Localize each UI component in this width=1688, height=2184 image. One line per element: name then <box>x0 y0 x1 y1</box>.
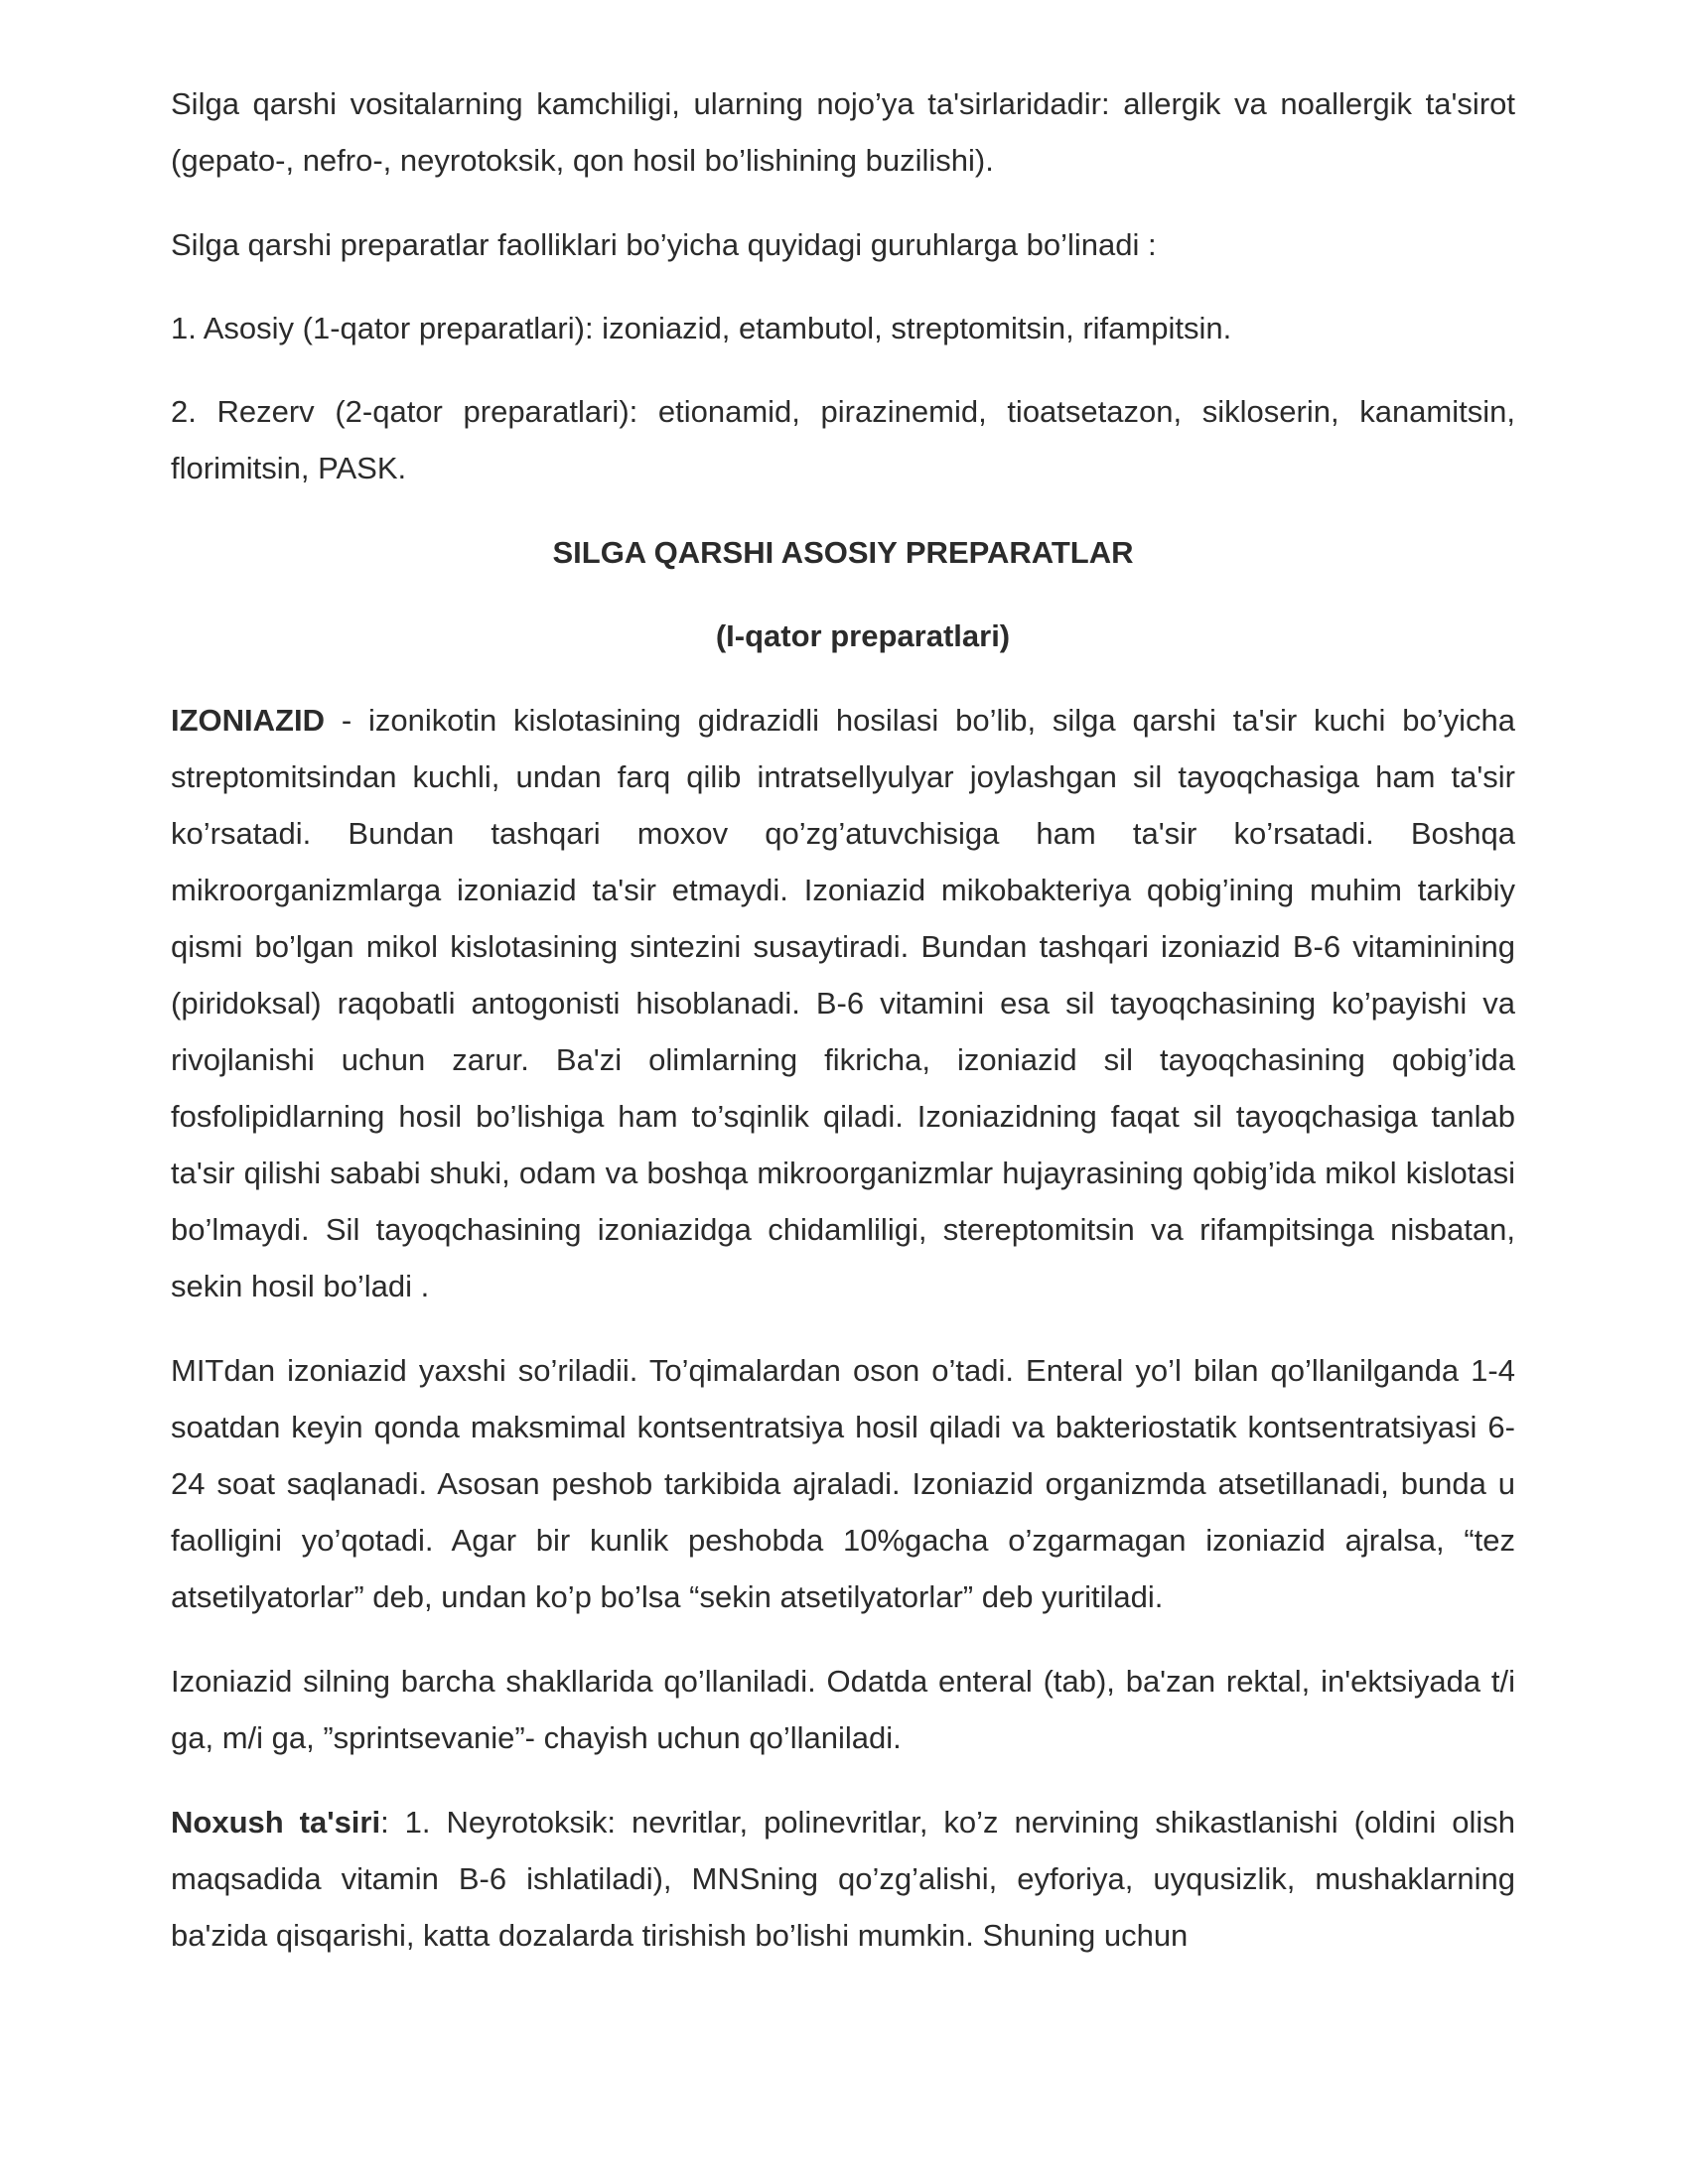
paragraph-izoniazid <box>171 692 1515 1314</box>
paragraph-side-effects <box>171 1794 1515 1964</box>
list-item-main-drugs: 1. Asosiy (1-qator preparatlari): izoniazid, etambutol, streptomitsin, rifampitsin. <box>171 311 1232 345</box>
paragraph-side-effects-text: : 1. Neyrotoksik: nevritlar, polinevritlar, ko’z nervining shikastlanishi (oldini olish maqsadida vitamin B-6 ishlatiladi), MNSning qo’zg’alishi, eyforiya, uyqusizlik, mushaklarning ba'zida qisqarishi, katta dozalarda tirishish bo’lishi mumkin. Shuning uchun <box>171 1805 1515 1953</box>
paragraph-groups-intro: Silga qarshi preparatlar faolliklari bo’yicha quyidagi guruhlarga bo’linadi : <box>171 227 1157 262</box>
section-heading: SILGA QARSHI ASOSIY PREPARATLAR <box>552 535 1134 570</box>
paragraph-usage: Izoniazid silning barcha shakllarida qo’llaniladi. Odatda enteral (tab), ba'zan rektal, in'ektsiyada t/i ga, m/i ga, ”sprintsevanie”- chayish uchun qo’llaniladi. <box>171 1664 1515 1755</box>
section-subheading: (I-qator preparatlari) <box>715 618 1011 653</box>
paragraph-izoniazid-text: - izonikotin kislotasining gidrazidli hosilasi bo’lib, silga qarshi ta'sir kuchi bo’yicha streptomitsindan kuchli, undan farq qilib intratsellyulyar joylashgan sil tayoqchasiga ham ta'sir ko’rsatadi. Bundan tashqari moxov qo’zg’atuvchisiga ham ta'sir ko’rsatadi. Boshqa mikroorganizmlarga izoniazid ta'sir etmaydi. Izoniazid mikobakteriya qobig’ining muhim tarkibiy qismi bo’lgan mikol kislotasining sintezini susaytiradi. Bundan tashqari izoniazid B-6 vitaminining (piridoksal) raqobatli antogonisti hisoblanadi. B-6 vitamini esa sil tayoqchasining ko’payishi va rivojlanishi uchun zarur. Ba'zi olimlarning fikricha, izoniazid sil tayoqchasining qobig’ida fosfolipidlarning hosil bo’lishiga ham to’sqinlik qiladi. Izoniazidning faqat sil tayoqchasiga tanlab ta'sir qilishi sababi shuki, odam va boshqa mikroorganizmlar hujayrasining qobig’ida mikol kislotasi bo’lmaydi. Sil tayoqchasining izoniazidga chidamliligi, stereptomitsin va rifampitsinga nisbatan, sekin hosil bo’ladi . <box>171 703 1515 1303</box>
term-side-effects: Noxush ta'siri <box>171 1805 381 1840</box>
paragraph-drawbacks: Silga qarshi vositalarning kamchiligi, ularning nojo’ya ta'sirlaridadir: allergik va noallergik ta'sirot (gepato-, nefro-, neyrotoksik, qon hosil bo’lishining buzilishi). <box>171 86 1515 178</box>
term-izoniazid: IZONIAZID <box>171 703 325 738</box>
list-item-reserve-drugs: 2. Rezerv (2-qator preparatlari): etionamid, pirazinemid, tioatsetazon, sikloserin, kanamitsin, florimitsin, PASK. <box>171 394 1515 485</box>
document-page <box>171 75 1515 1991</box>
paragraph-absorption: MITdan izoniazid yaxshi so’riladii. To’qimalardan oson o’tadi. Enteral yo’l bilan qo’llanilganda 1-4 soatdan keyin qonda maksmimal kontsentratsiya hosil qiladi va bakteriostatik kontsentratsiyasi 6-24 soat saqlanadi. Asosan peshob tarkibida ajraladi. Izoniazid organizmda atsetillanadi, bunda u faolligini yo’qotadi. Agar bir kunlik peshobda 10%gacha o’zgarmagan izoniazid ajralsa, “tez atsetilyatorlar” deb, undan ko’p bo’lsa “sekin atsetilyatorlar” deb yuritiladi. <box>171 1353 1515 1614</box>
